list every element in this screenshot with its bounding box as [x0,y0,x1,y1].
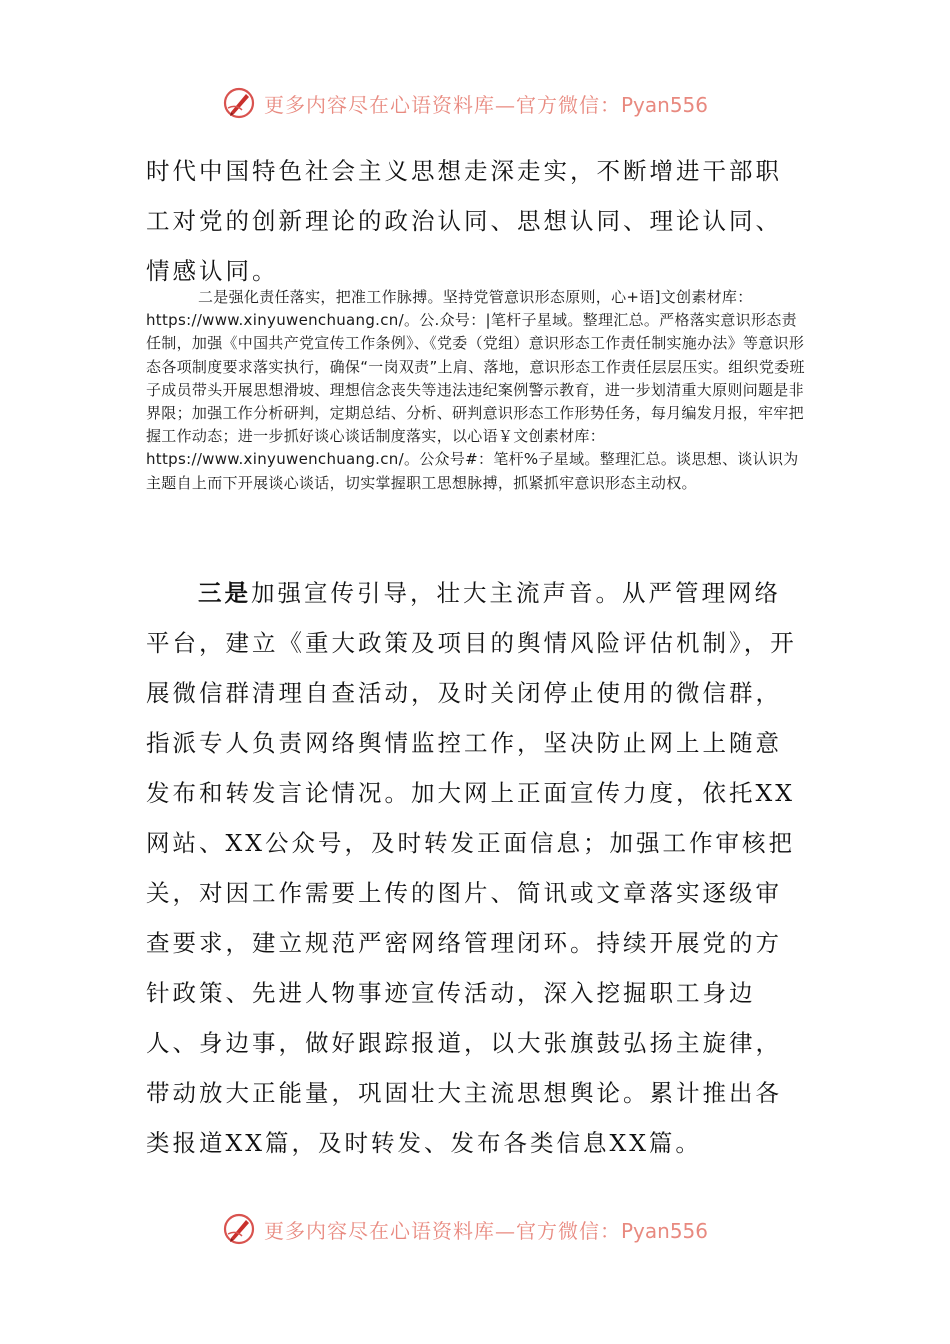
paragraph-2: 二是强化责任落实，把准工作脉搏。坚持党管意识形态原则，心+语]文创素材库：https://www.xinyuwenchuang.cn/。公.众号：|笔杆子星域。整理汇总。严格落实意识形态责任制，加强《中国共产党宣传工作条例》、《党委（党组）意识形态工作责任制实施办法》等意识形态各项制度要求落实执行，确保“一岗双责”上肩、落地，意识形态工作责任层层压实。组织党委班子成员带头开展思想滑坡、理想信念丧失等违法违纪案例警示教育，进一步划清重大原则问题是非界限；加强工作分析研判，定期总结、分析、研判意识形态工作形势任务，每月编发月报，牢牢把握工作动态；进一步抓好谈心谈话制度落实，以心语￥文创素材库：https://www.xinyuwenchuang.cn/。公众号#：笔杆%子星域。整理汇总。谈思想、谈认识为主题自上而下开展谈心谈话，切实掌握职工思想脉搏，抓紧抓牢意识形态主动权。 [146,288,805,492]
header-banner-text: 更多内容尽在心语资料库—官方微信：Pyan556 [264,92,709,117]
paragraph-1: 时代中国特色社会主义思想走深走实，不断增进干部职工对党的创新理论的政治认同、思想认同、理论认同、情感认同。 [146,157,782,285]
header-banner [222,86,708,120]
wechat-id: Pyan556 [621,92,709,117]
paragraph-3-body: 加强宣传引导，壮大主流声音。从严管理网络平台，建立《重大政策及项目的舆情风险评估机制》，开展微信群清理自查活动，及时关闭停止使用的微信群，指派专人负责网络舆情监控工作，坚决防止网上上随意发布和转发言论情况。加大网上正面宣传力度，依托XX网站、XX公众号，及时转发正面信息；加强工作审核把关，对因工作需要上传的图片、简讯或文章落实逐级审查要求，建立规范严密网络管理闭环。持续开展党的方针政策、先进人物事迹宣传活动，深入挖掘职工身边人、身边事，做好跟踪报道，以大张旗鼓弘扬主旋律，带动放大正能量，巩固壮大主流思想舆论。累计推出各类报道XX篇，及时转发、发布各类信息XX篇。 [146,579,797,1157]
footer-banner-text: 更多内容尽在心语资料库—官方微信：Pyan556 [264,1218,709,1243]
paragraph-3-lead: 三是 [198,579,251,607]
paragraph-3 [146,568,806,1168]
pen-logo-icon [222,1212,256,1246]
pen-logo-icon [222,86,256,120]
wechat-id: Pyan556 [621,1218,709,1243]
footer-banner [222,1212,708,1246]
